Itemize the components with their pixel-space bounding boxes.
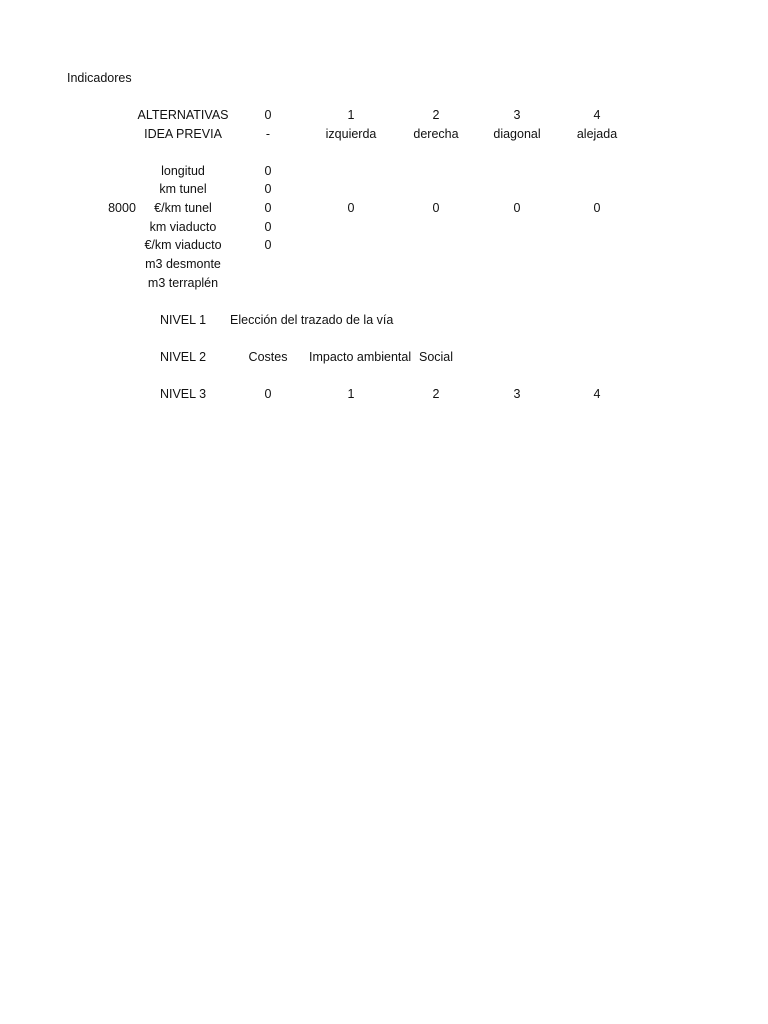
indicator-label-m3-desmonte: m3 desmonte	[145, 257, 221, 271]
idea-previa-0: -	[265, 127, 271, 141]
indicator-label-longitud: longitud	[161, 164, 205, 178]
nivel3-item: 2	[432, 387, 440, 401]
nivel3-item: 1	[347, 387, 355, 401]
nivel3-item: 0	[264, 387, 272, 401]
nivel1-label: NIVEL 1	[159, 313, 207, 327]
idea-previa-label: IDEA PREVIA	[144, 127, 222, 141]
indicator-value: 0	[347, 201, 355, 215]
indicator-value: 0	[593, 201, 601, 215]
indicator-value: 0	[513, 201, 521, 215]
idea-previa-3: diagonal	[493, 127, 541, 141]
alternativa-1: 1	[347, 108, 355, 122]
indicator-label-km-tunel: km tunel	[159, 182, 207, 196]
alternativa-4: 4	[593, 108, 601, 122]
indicator-value: 0	[264, 182, 272, 196]
indicator-label-m3-terraplen: m3 terraplén	[147, 276, 219, 290]
indicator-label-eur-km-tunel: €/km tunel	[154, 201, 212, 215]
alternativa-0: 0	[264, 108, 272, 122]
nivel2-item-impacto-ambiental: Impacto ambiental	[309, 350, 412, 364]
idea-previa-1: izquierda	[325, 127, 377, 141]
nivel1-text: Elección del trazado de la vía	[230, 313, 394, 327]
sheet-title: Indicadores	[67, 71, 132, 85]
indicator-value: 0	[264, 164, 272, 178]
indicator-value: 0	[264, 201, 272, 215]
side-value-8000: 8000	[108, 201, 136, 215]
indicator-value: 0	[432, 201, 440, 215]
nivel2-item-costes: Costes	[248, 350, 288, 364]
alternativa-3: 3	[513, 108, 521, 122]
nivel3-item: 4	[593, 387, 601, 401]
nivel3-label: NIVEL 3	[159, 387, 207, 401]
indicator-value: 0	[264, 238, 272, 252]
nivel2-item-social: Social	[418, 350, 454, 364]
nivel3-item: 3	[513, 387, 521, 401]
nivel2-label: NIVEL 2	[159, 350, 207, 364]
indicator-label-eur-km-viaducto: €/km viaducto	[144, 238, 222, 252]
alternativa-2: 2	[432, 108, 440, 122]
alternativas-label: ALTERNATIVAS	[137, 108, 229, 122]
indicator-value: 0	[264, 220, 272, 234]
idea-previa-2: derecha	[413, 127, 459, 141]
indicator-label-km-viaducto: km viaducto	[149, 220, 217, 234]
idea-previa-4: alejada	[576, 127, 618, 141]
